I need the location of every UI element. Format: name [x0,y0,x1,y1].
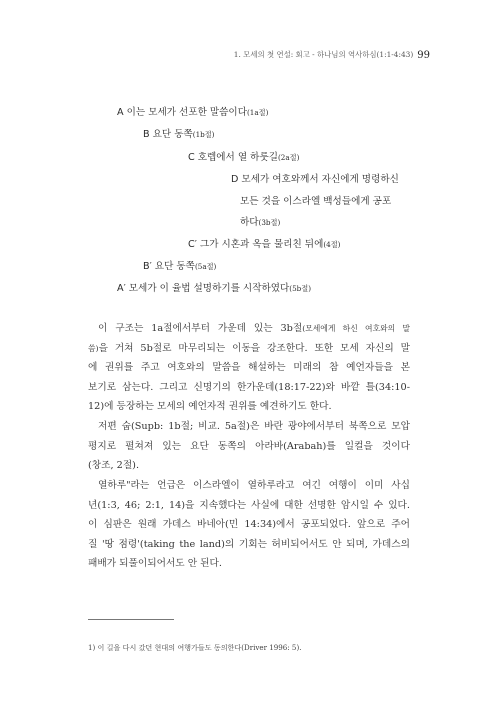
text-line: 12)에 등장하는 모세의 예언자적 권위를 예견하기도 한다. [88,401,332,413]
text-line: 보기로 삼는다. 그리고 신명기의 한가운데(18:17-22)와 바깥 틀(34:10- [88,381,410,393]
chiasm-line-b: B 요단 동쪽(1b절) [143,129,215,140]
chiasm-line-c-prime: C′ 그가 시혼과 옥을 물리친 뒤에(4절) [188,239,341,250]
page-number: 99 [417,50,430,61]
text-line: 열하루"라는 언급은 이스라엘이 열하루라고 여긴 여행이 이미 사십 [98,480,410,491]
text-line: 평지로 펼쳐져 있는 요단 동쪽의 아라바(Arabah)를 일컬을 것이다 [88,440,410,452]
footnote-divider [88,619,174,620]
chiasm-line-a-prime: A′ 모세가 이 율법 설명하기를 시작하였다(5b절) [117,283,312,294]
chiasm-line-d-cont-1: 모든 것을 이스라엘 백성들에게 공포 [240,196,392,207]
body-paragraph-structure [88,319,410,417]
text-line: 저편 숩(Supb: 1b절; 비교. 5a절)은 바란 광야에서부터 북쪽으로 모압 [98,421,410,432]
text-line: 패배가 되풀이되어서도 안 된다. [88,558,222,570]
text-line: 이 심판은 원래 가데스 바네아(민 14:34)에서 공포되었다. 앞으로 주어 [88,519,410,531]
body-paragraph-beyond-jordan [88,417,410,476]
footnote: 1) 이 길을 다시 갔던 현대의 여행가들도 동의한다(Driver 1996: 5). [88,643,302,652]
chapter-title: 1. 모세의 첫 연설: 회고 - 하나님의 역사하심(1:1-4:43) [233,50,414,59]
chiasm-line-d-cont-2: 하다(3b절) [240,217,281,228]
text-line: (창조, 2절). [88,460,140,472]
running-header [234,49,430,61]
text-line: 에 권위를 주고 여호와의 말씀을 해설하는 미래의 참 예언자들을 본 [88,362,410,374]
text-line: 씀)을 거쳐 5b절로 마무리되는 이동을 강조한다. 또한 모세 자신의 말 [88,342,410,354]
text-line: 이 구조는 1a절에서부터 가운데 있는 3b절(모세에게 하신 여호와의 말 [98,323,410,334]
chiasm-line-a: A 이는 모세가 선포한 말씀이다(1a절) [117,107,269,118]
body-paragraph-eleven-days [88,476,410,574]
text-line: 년(1:3, 46; 2:1, 14)을 지속했다는 사실에 대한 선명한 암시일 수 있다. [88,499,410,511]
chiasm-line-c: C 호렙에서 열 하룻길(2a절) [188,152,300,163]
text-line: 질 '땅 점령'(taking the land)의 기회는 허비되어서도 안 되며, 가데스의 [88,538,410,550]
chiasm-line-d: D 모세가 여호와께서 자신에게 명령하신 [231,174,399,185]
chiasm-line-b-prime: B′ 요단 동쪽(5a절) [143,261,217,272]
